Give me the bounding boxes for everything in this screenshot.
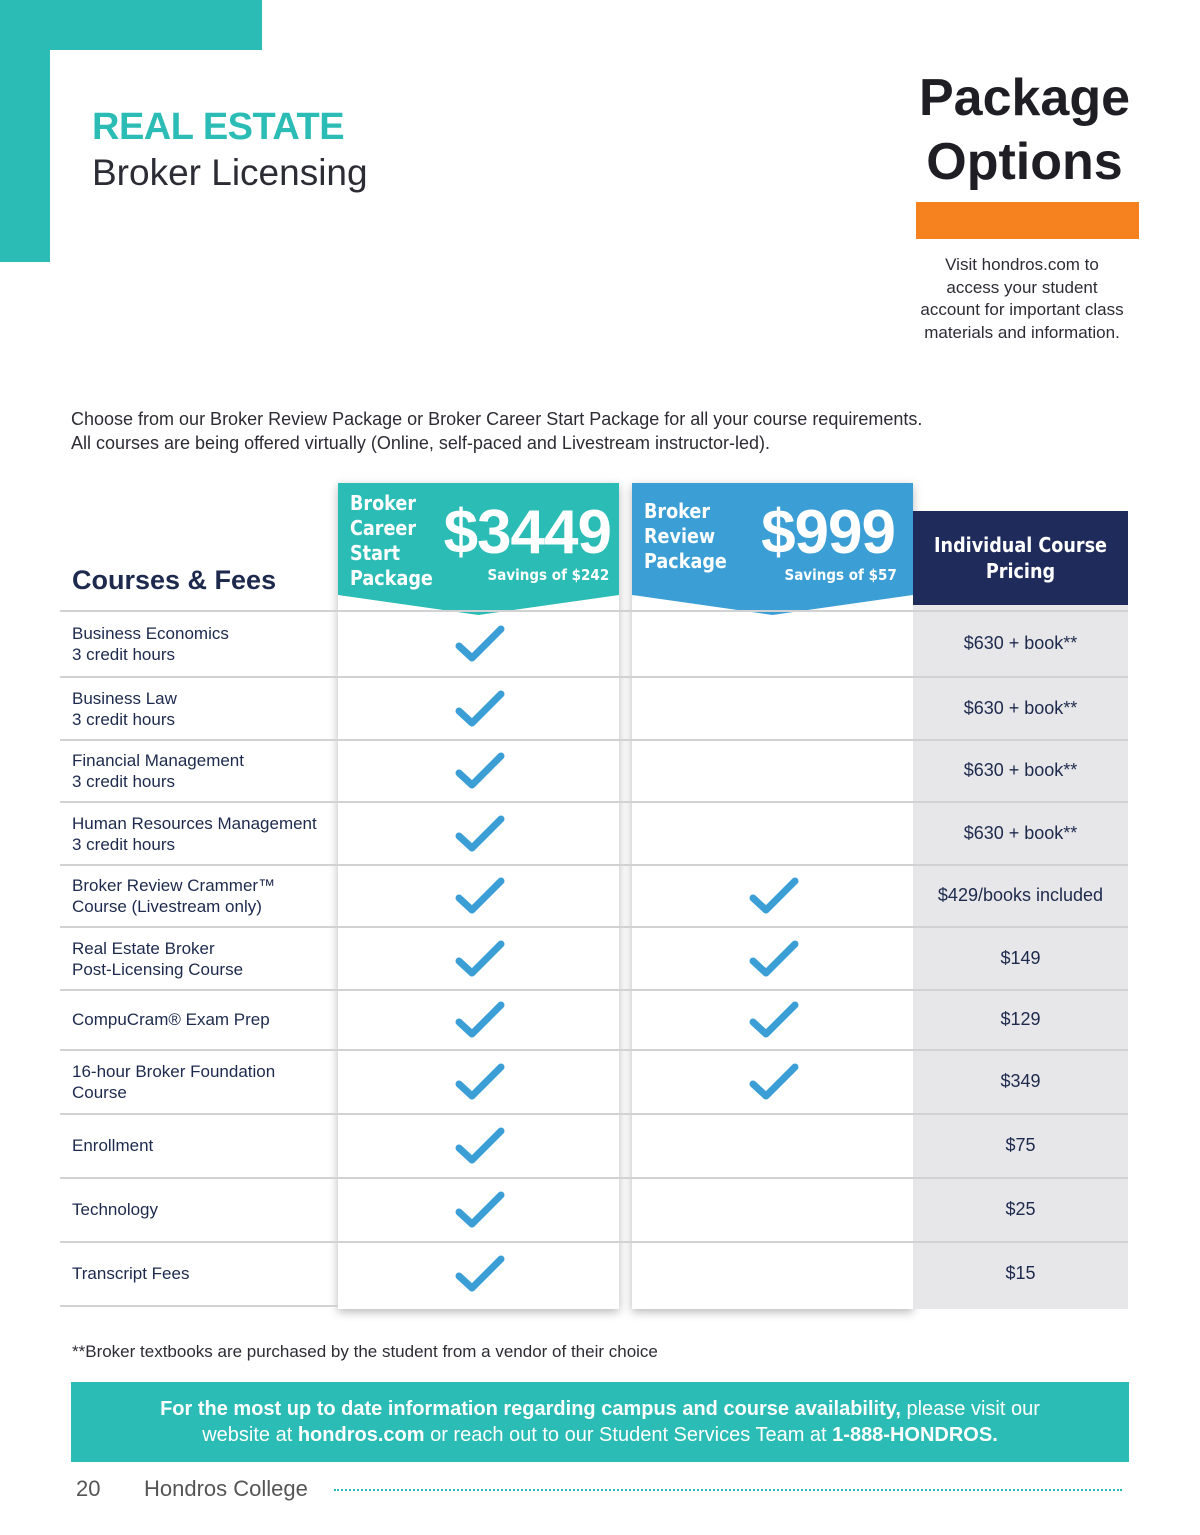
orange-accent-bar (916, 202, 1139, 239)
course-price: $75 (1005, 1135, 1036, 1155)
career-check-icon (455, 1126, 505, 1166)
row-divider (60, 1049, 1128, 1051)
course-title: Real Estate Broker (72, 938, 215, 958)
career-check-icon (455, 939, 505, 979)
course-price: $630 + book** (963, 822, 1078, 843)
row-divider (60, 1113, 1128, 1115)
row-divider (60, 864, 1128, 866)
course-title: Human Resources Management (72, 813, 317, 833)
course-subtitle: 3 credit hours (72, 645, 175, 664)
course-subtitle: 3 credit hours (72, 772, 175, 791)
course-name (72, 938, 243, 980)
career-check-icon (455, 814, 505, 854)
row-divider (60, 801, 1128, 803)
course-price: $630 + book** (963, 633, 1078, 653)
course-name (72, 1199, 158, 1220)
course-title: CompuCram® Exam Prep (72, 1010, 270, 1029)
college-name: Hondros College (144, 1476, 308, 1501)
career-check-icon (455, 876, 505, 916)
career-check-icon (455, 1254, 505, 1294)
course-name (72, 1009, 270, 1030)
career-check-icon (455, 751, 505, 791)
course-title: 16-hour Broker Foundation (72, 1062, 276, 1081)
package-options-title (912, 66, 1137, 194)
career-name-line: Career (350, 516, 417, 540)
contact-banner (71, 1382, 1129, 1462)
course-name (72, 1061, 275, 1103)
intro-text (71, 407, 922, 455)
course-name (72, 623, 229, 665)
career-package-savings: Savings of $242 (487, 566, 609, 584)
course-price: $25 (1005, 1199, 1036, 1219)
course-title: Financial Management (72, 751, 244, 770)
review-name-line: Review (644, 524, 716, 548)
course-subtitle: Course (72, 1083, 127, 1102)
course-price: $149 (1000, 947, 1041, 968)
review-check-icon (749, 939, 799, 979)
review-name-line: Broker (644, 499, 711, 523)
section-title: REAL ESTATE (92, 106, 345, 148)
row-divider (60, 676, 1128, 678)
individual-pricing-label: Individual Course Pricing (933, 533, 1108, 583)
row-divider (60, 1305, 338, 1307)
course-price: $349 (1000, 1071, 1041, 1091)
review-package-savings: Savings of $57 (784, 566, 897, 584)
contact-text: please visit our (900, 1398, 1040, 1420)
section-subtitle: Broker Licensing (92, 152, 368, 193)
career-check-icon (455, 689, 505, 729)
career-check-icon (455, 1000, 505, 1040)
contact-text: website at (202, 1424, 298, 1446)
career-package-price: $3449 (443, 498, 611, 567)
teal-corner-bar-left (0, 0, 50, 262)
footer-dotted-rule (334, 1489, 1122, 1491)
course-title: Broker Review Crammer™ (72, 876, 276, 895)
row-divider (60, 989, 1128, 991)
course-price: $15 (1005, 1263, 1036, 1283)
row-divider (60, 926, 1128, 928)
row-divider (60, 1177, 1128, 1179)
course-name (72, 688, 177, 730)
career-start-package-banner (338, 483, 619, 615)
visit-note: Visit hondros.com to access your student account for important class materials and information. (920, 255, 1124, 342)
course-title: Enrollment (72, 1136, 154, 1155)
course-subtitle: 3 credit hours (72, 709, 175, 729)
course-price: $630 + book** (963, 697, 1078, 718)
individual-pricing-header (913, 511, 1128, 605)
package-title-line1: Package (918, 69, 1131, 127)
course-title: Transcript Fees (72, 1264, 190, 1283)
career-check-icon (455, 624, 505, 664)
review-check-icon (749, 1000, 799, 1040)
website-link[interactable]: hondros.com (297, 1424, 425, 1446)
intro-line-2: All courses are being offered virtually (Online, self-paced and Livestream instructor-led). (71, 433, 770, 453)
individual-pricing-column (913, 511, 1128, 1309)
review-check-icon (749, 876, 799, 916)
courses-fees-heading: Courses & Fees (72, 565, 277, 595)
course-name (72, 813, 317, 855)
review-name-line: Package (644, 549, 727, 573)
course-subtitle: Post-Licensing Course (72, 959, 244, 979)
course-name (72, 1263, 189, 1284)
career-check-icon (455, 1190, 505, 1230)
row-divider (60, 1241, 1128, 1243)
package-title-line2: Options (926, 133, 1123, 191)
row-divider (60, 739, 1128, 741)
page-number: 20 (76, 1476, 101, 1501)
review-package-name (644, 499, 727, 574)
row-divider (60, 610, 1128, 612)
intro-line-1: Choose from our Broker Review Package or Broker Career Start Package for all your course requirements. (71, 409, 923, 429)
course-title: Business Economics (72, 624, 229, 643)
course-subtitle: Course (Livestream only) (72, 897, 262, 916)
career-name-line: Broker (350, 491, 417, 515)
course-name (72, 750, 244, 792)
review-package-banner (632, 483, 913, 615)
course-price: $429/books included (937, 885, 1104, 905)
course-name (72, 875, 275, 917)
review-check-icon (749, 1062, 799, 1102)
footnote: **Broker textbooks are purchased by the student from a vendor of their choice (72, 1342, 658, 1361)
contact-bold-text: For the most up to date information regarding campus and course availability, (160, 1398, 901, 1420)
course-title: Technology (72, 1200, 159, 1219)
course-price: $129 (1000, 1009, 1041, 1029)
career-name-line: Start (350, 541, 401, 565)
career-check-icon (455, 1062, 505, 1102)
course-price: $630 + book** (963, 760, 1078, 780)
course-name (72, 1135, 153, 1156)
contact-text: or reach out to our Student Services Team at (424, 1424, 833, 1446)
contact-line-2 (71, 1422, 1129, 1448)
course-title: Business Law (72, 688, 177, 708)
contact-line-1 (71, 1396, 1129, 1422)
phone-number[interactable]: 1-888-HONDROS. (832, 1424, 998, 1446)
career-package-name (350, 491, 433, 591)
career-name-line: Package (350, 566, 433, 590)
review-package-price: $999 (761, 498, 895, 567)
course-subtitle: 3 credit hours (72, 834, 175, 854)
